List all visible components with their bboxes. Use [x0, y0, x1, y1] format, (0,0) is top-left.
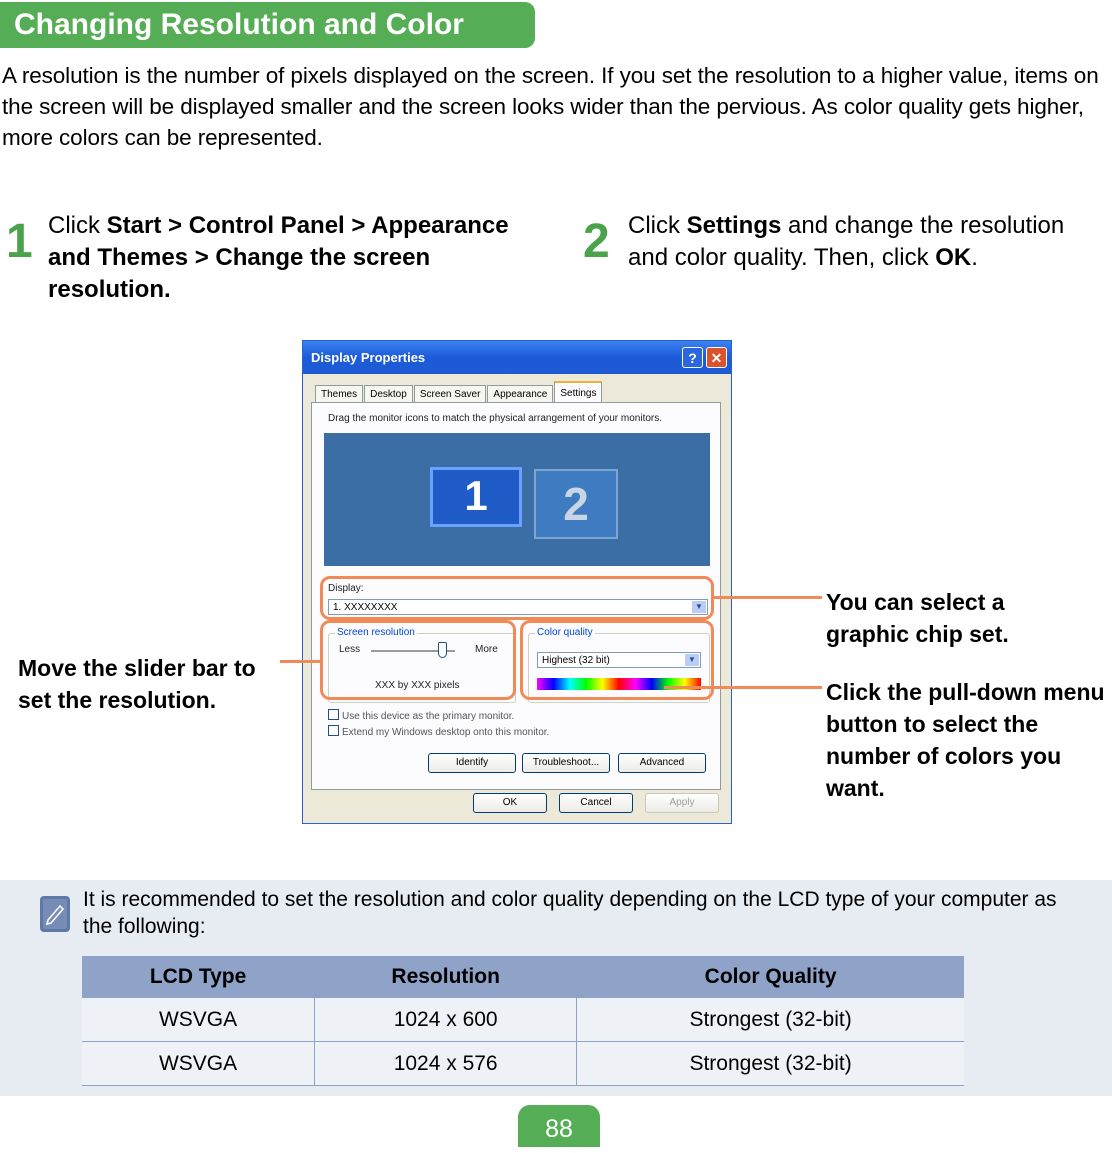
step-1-prefix: Click	[48, 212, 107, 239]
monitor-arrangement	[324, 433, 710, 566]
screen-resolution-label: Screen resolution	[337, 627, 415, 638]
note-text: It is recommended to set the resolution and color quality depending on the LCD type of your computer as the following:	[83, 888, 1057, 938]
more-label: More	[475, 644, 498, 655]
column-header: Resolution	[315, 956, 577, 998]
cancel-button[interactable]: Cancel	[559, 793, 633, 813]
step-2-ok: OK	[935, 244, 972, 271]
tab-desktop[interactable]: Desktop	[364, 385, 413, 404]
resolution-highlight	[320, 620, 516, 700]
step-2-text	[628, 210, 1098, 274]
close-button[interactable]: ✕	[706, 347, 727, 368]
section-title: Changing Resolution and Color	[0, 2, 535, 48]
less-label: Less	[339, 644, 361, 655]
extend-desktop-checkbox[interactable]	[328, 725, 549, 738]
monitor-2[interactable]: 2	[534, 469, 618, 539]
intro-paragraph: A resolution is the number of pixels displayed on the screen. If you set the resolution to a higher value, items on the screen will be displayed smaller and the screen looks wider than the pervious. As color quality gets higher, more colors can be represented.	[2, 63, 1099, 150]
display-highlight	[320, 576, 714, 620]
table-cell: 1024 x 600	[315, 998, 577, 1042]
drag-instruction: Drag the monitor icons to match the physical arrangement of your monitors.	[328, 413, 663, 424]
color-quality-label: Color quality	[537, 627, 593, 638]
tab-settings[interactable]: Settings	[554, 381, 602, 404]
step-2-settings: Settings	[686, 212, 782, 239]
table-cell: 1024 x 576	[315, 1042, 577, 1086]
tab-screen-saver[interactable]: Screen Saver	[414, 385, 487, 404]
color-quality-value: Highest (32 bit)	[542, 655, 610, 666]
table-cell: WSVGA	[82, 998, 315, 1042]
table-cell: Strongest (32-bit)	[577, 1042, 964, 1086]
column-header: LCD Type	[82, 956, 315, 998]
extend-desktop-label: Extend my Windows desktop onto this monitor.	[342, 727, 550, 738]
chipset-callout-line	[714, 596, 822, 599]
step-1-text	[48, 210, 548, 306]
step-1-number: 1	[6, 215, 33, 268]
primary-monitor-label: Use this device as the primary monitor.	[342, 711, 515, 722]
identify-button[interactable]: Identify	[428, 753, 516, 773]
apply-button[interactable]: Apply	[645, 793, 719, 813]
help-button[interactable]: ?	[682, 347, 703, 368]
tab-themes[interactable]: Themes	[315, 385, 363, 404]
table-header-row	[82, 956, 964, 998]
slider-callout: Move the slider bar to set the resolution.	[18, 655, 256, 713]
step-2-number: 2	[583, 215, 610, 268]
tab-appearance[interactable]: Appearance	[487, 385, 553, 404]
chevron-down-icon[interactable]: ▼	[685, 654, 699, 666]
dialog-titlebar	[303, 341, 731, 374]
dialog-tabs	[315, 381, 603, 403]
advanced-button[interactable]: Advanced	[618, 753, 706, 773]
chipset-callout: You can select a graphic chip set.	[826, 589, 1009, 647]
pencil-note-icon	[40, 896, 70, 932]
ok-button[interactable]: OK	[473, 793, 547, 813]
dialog-title: Display Properties	[311, 350, 426, 365]
step-2-suffix: .	[971, 244, 978, 271]
chevron-down-icon[interactable]: ▼	[692, 601, 706, 613]
lcd-table	[82, 956, 964, 1086]
step-2-prefix: Click	[628, 212, 687, 239]
pulldown-callout: Click the pull-down menu button to select the number of colors you want.	[826, 679, 1105, 801]
monitor-1[interactable]: 1	[430, 467, 522, 527]
pulldown-callout-line	[664, 686, 822, 689]
display-label: Display:	[328, 583, 364, 594]
table-cell: Strongest (32-bit)	[577, 998, 964, 1042]
display-select-value: 1. XXXXXXXX	[333, 602, 398, 613]
table-row	[82, 998, 964, 1042]
troubleshoot-button[interactable]: Troubleshoot...	[522, 753, 610, 773]
table-cell: WSVGA	[82, 1042, 315, 1086]
primary-monitor-checkbox[interactable]	[328, 709, 514, 722]
column-header: Color Quality	[577, 956, 964, 998]
step-1-path: Start > Control Panel > Appearance and Themes > Change the screen resolution.	[48, 212, 509, 303]
resolution-value: XXX by XXX pixels	[375, 680, 460, 691]
table-row	[82, 1042, 964, 1086]
page-number: 88	[518, 1105, 600, 1147]
step-2-middle: and change the resolution and color quality. Then, click	[628, 212, 1065, 271]
